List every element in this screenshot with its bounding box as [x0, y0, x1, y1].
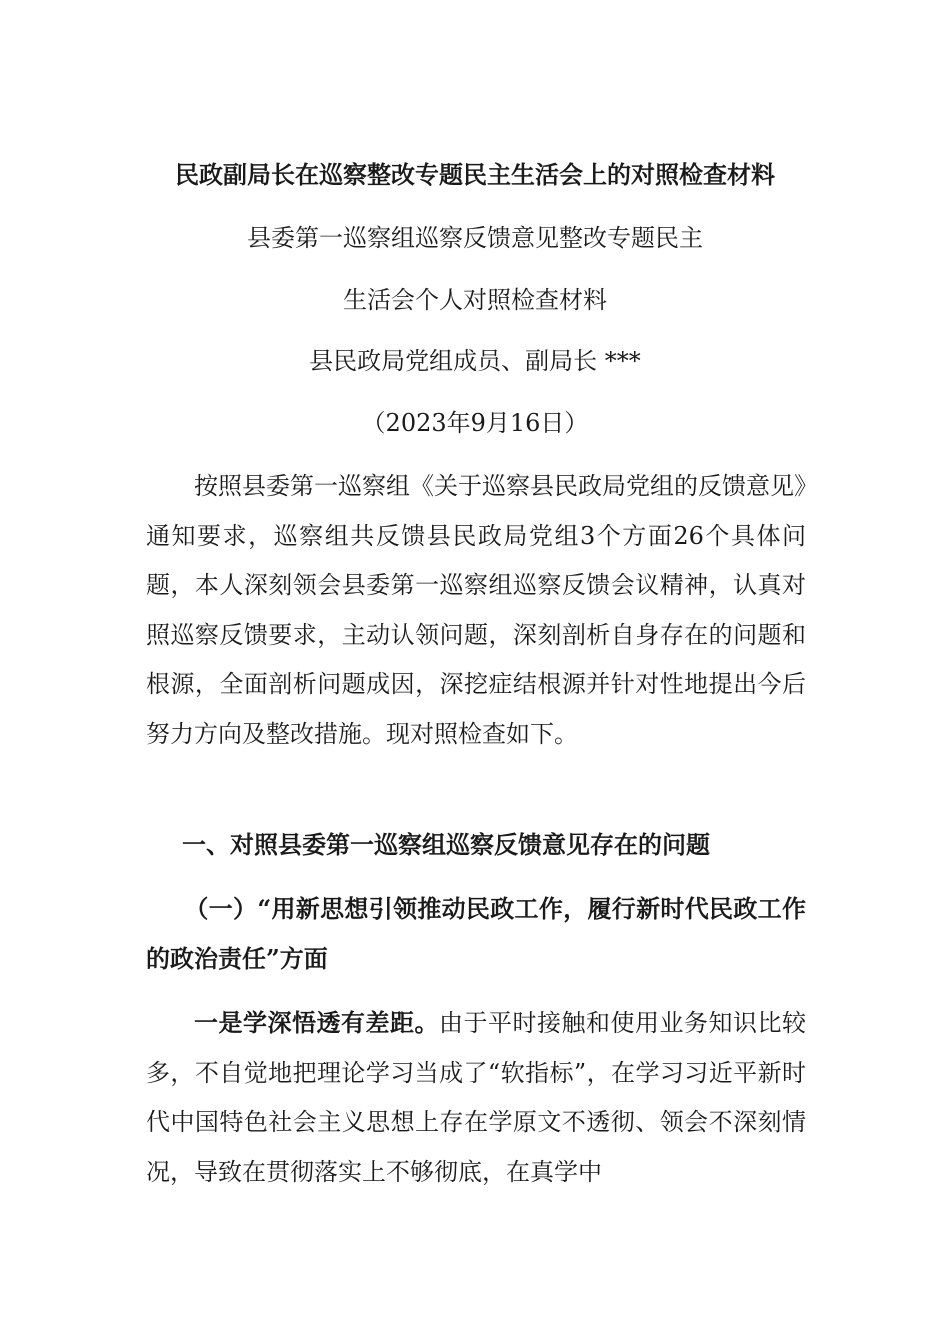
point-1-lead: 一是学深悟透有差距。 — [194, 1008, 439, 1037]
intro-paragraph: 按照县委第一巡察组《关于巡察县民政局党组的反馈意见》通知要求，巡察组共反馈县民政局党组3个方面26个具体问题，本人深刻领会县委第一巡察组巡察反馈会议精神，认真对照巡察反馈要求，主动认领问题，深刻剖析自身存在的问题和根源，全面剖析问题成因，深挖症结根源并针对性地提出今后努力方向及整改措施。现对照检查如下。 — [146, 472, 806, 748]
subsection-heading-1: （一）“用新思想引领推动民政工作，履行新时代民政工作的政治责任”方面 — [146, 894, 806, 973]
author-line: 县民政局党组成员、副局长 *** — [309, 347, 641, 375]
point-paragraph-1 — [146, 998, 806, 1197]
document-title: 民政副局长在巡察整改专题民主生活会上的对照检查材料 — [175, 160, 775, 189]
date-line: （2023年9月16日） — [361, 409, 589, 437]
section-heading-1: 一、对照县委第一巡察组巡察反馈意见存在的问题 — [182, 830, 710, 859]
subtitle-line-2: 生活会个人对照检查材料 — [343, 286, 607, 314]
point-1-text: 由于平时接触和使用业务知识比较多，不自觉地把理论学习当成了“软指标”，在学习习近平新时代中国特色社会主义思想上存在学原文不透彻、领会不深刻情况，导致在贯彻落实上不够彻底，在真学中 — [146, 1009, 806, 1186]
subtitle-line-1: 县委第一巡察组巡察反馈意见整改专题民主 — [247, 224, 703, 252]
